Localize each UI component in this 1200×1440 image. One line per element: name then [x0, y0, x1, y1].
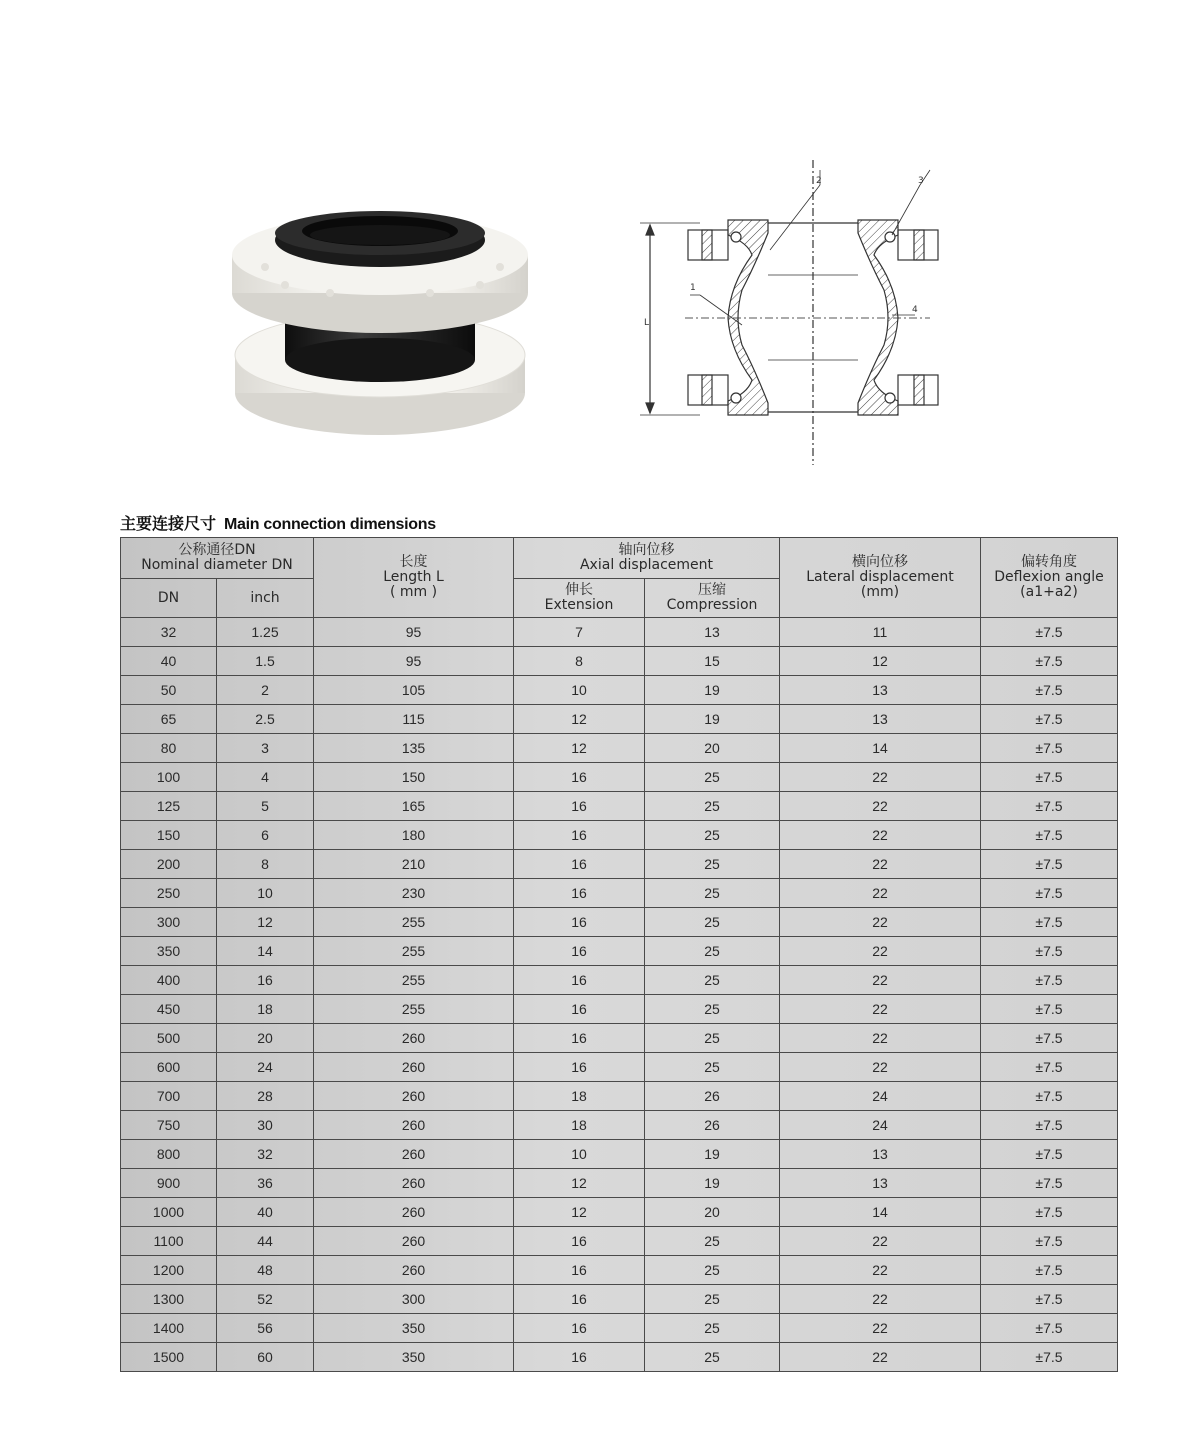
cell-deflexion: ±7.5: [981, 705, 1118, 734]
header-nominal-diameter: 公称通径DN Nominal diameter DN: [121, 538, 314, 579]
cell-lateral: 22: [780, 1053, 981, 1082]
cell-extension: 16: [514, 821, 645, 850]
cell-inch: 10: [217, 879, 314, 908]
cell-length: 255: [314, 908, 514, 937]
table-row: [121, 821, 1118, 850]
cell-inch: 2: [217, 676, 314, 705]
cell-length: 150: [314, 763, 514, 792]
cell-inch: 32: [217, 1140, 314, 1169]
cell-inch: 28: [217, 1082, 314, 1111]
cell-lateral: 12: [780, 647, 981, 676]
section-title-cn: 主要连接尺寸: [120, 514, 217, 533]
cell-compression: 25: [645, 1053, 780, 1082]
table-row: [121, 1111, 1118, 1140]
cell-extension: 16: [514, 792, 645, 821]
cell-deflexion: ±7.5: [981, 966, 1118, 995]
header-lateral-displacement: 横向位移 Lateral displacement (mm): [780, 538, 981, 618]
cell-length: 115: [314, 705, 514, 734]
cell-extension: 16: [514, 966, 645, 995]
cell-inch: 6: [217, 821, 314, 850]
cell-inch: 18: [217, 995, 314, 1024]
cell-dn: 80: [121, 734, 217, 763]
cell-compression: 25: [645, 937, 780, 966]
table-row: [121, 1343, 1118, 1372]
cell-compression: 25: [645, 821, 780, 850]
table-row: [121, 792, 1118, 821]
cell-compression: 25: [645, 1343, 780, 1372]
header-compression: 压缩 Compression: [645, 579, 780, 618]
cell-lateral: 13: [780, 1140, 981, 1169]
cell-compression: 20: [645, 734, 780, 763]
cross-section-drawing: [630, 155, 950, 470]
cell-dn: 100: [121, 763, 217, 792]
cell-extension: 16: [514, 995, 645, 1024]
cell-compression: 26: [645, 1082, 780, 1111]
cell-compression: 25: [645, 1256, 780, 1285]
table-row: [121, 966, 1118, 995]
table-row: [121, 937, 1118, 966]
cell-extension: 8: [514, 647, 645, 676]
table-row: [121, 705, 1118, 734]
table-row: [121, 647, 1118, 676]
cell-dn: 350: [121, 937, 217, 966]
cell-compression: 19: [645, 705, 780, 734]
cell-dn: 50: [121, 676, 217, 705]
cell-deflexion: ±7.5: [981, 1111, 1118, 1140]
cell-compression: 19: [645, 676, 780, 705]
rubber-joint-photo: [225, 205, 540, 440]
header-dn: DN: [121, 579, 217, 618]
cell-dn: 125: [121, 792, 217, 821]
cell-deflexion: ±7.5: [981, 879, 1118, 908]
header-inch: inch: [217, 579, 314, 618]
cell-length: 255: [314, 966, 514, 995]
cell-deflexion: ±7.5: [981, 763, 1118, 792]
cell-extension: 18: [514, 1111, 645, 1140]
part-label-1: 1: [690, 283, 696, 293]
cell-deflexion: ±7.5: [981, 1169, 1118, 1198]
cell-lateral: 22: [780, 763, 981, 792]
cell-inch: 52: [217, 1285, 314, 1314]
cell-deflexion: ±7.5: [981, 618, 1118, 647]
cell-deflexion: ±7.5: [981, 1343, 1118, 1372]
cell-deflexion: ±7.5: [981, 937, 1118, 966]
cell-dn: 65: [121, 705, 217, 734]
cell-deflexion: ±7.5: [981, 1053, 1118, 1082]
cell-lateral: 14: [780, 1198, 981, 1227]
cell-lateral: 13: [780, 705, 981, 734]
cell-deflexion: ±7.5: [981, 1256, 1118, 1285]
dimensions-table: [120, 537, 1118, 1372]
cell-inch: 24: [217, 1053, 314, 1082]
cell-compression: 25: [645, 1285, 780, 1314]
part-label-2: 2: [816, 176, 822, 186]
cell-lateral: 22: [780, 995, 981, 1024]
cell-length: 95: [314, 647, 514, 676]
cell-lateral: 22: [780, 850, 981, 879]
section-heading: [120, 511, 436, 537]
header-extension: 伸长 Extension: [514, 579, 645, 618]
cell-inch: 5: [217, 792, 314, 821]
cell-extension: 16: [514, 1227, 645, 1256]
cell-dn: 1400: [121, 1314, 217, 1343]
table-row: [121, 908, 1118, 937]
cell-length: 260: [314, 1140, 514, 1169]
table-row: [121, 618, 1118, 647]
cell-compression: 20: [645, 1198, 780, 1227]
table-body: [121, 618, 1118, 1372]
cell-deflexion: ±7.5: [981, 1227, 1118, 1256]
cell-inch: 36: [217, 1169, 314, 1198]
cell-deflexion: ±7.5: [981, 676, 1118, 705]
cell-deflexion: ±7.5: [981, 1082, 1118, 1111]
cell-dn: 1200: [121, 1256, 217, 1285]
cell-length: 350: [314, 1343, 514, 1372]
cell-dn: 450: [121, 995, 217, 1024]
cell-compression: 25: [645, 995, 780, 1024]
cell-dn: 900: [121, 1169, 217, 1198]
cell-length: 260: [314, 1169, 514, 1198]
table-row: [121, 995, 1118, 1024]
cell-extension: 10: [514, 676, 645, 705]
cell-lateral: 13: [780, 1169, 981, 1198]
header-length: 长度 Length L ( mm ): [314, 538, 514, 618]
cell-length: 255: [314, 995, 514, 1024]
cell-inch: 2.5: [217, 705, 314, 734]
cell-dn: 40: [121, 647, 217, 676]
cell-deflexion: ±7.5: [981, 647, 1118, 676]
cell-length: 95: [314, 618, 514, 647]
cell-length: 260: [314, 1227, 514, 1256]
cell-dn: 600: [121, 1053, 217, 1082]
cell-dn: 800: [121, 1140, 217, 1169]
cell-dn: 400: [121, 966, 217, 995]
cell-extension: 16: [514, 1314, 645, 1343]
cell-compression: 25: [645, 908, 780, 937]
cell-dn: 750: [121, 1111, 217, 1140]
cell-dn: 500: [121, 1024, 217, 1053]
cell-lateral: 22: [780, 1024, 981, 1053]
cell-dn: 1000: [121, 1198, 217, 1227]
cell-length: 260: [314, 1053, 514, 1082]
cell-deflexion: ±7.5: [981, 792, 1118, 821]
cell-compression: 25: [645, 792, 780, 821]
cell-length: 135: [314, 734, 514, 763]
cell-lateral: 24: [780, 1082, 981, 1111]
cell-inch: 1.5: [217, 647, 314, 676]
cell-inch: 4: [217, 763, 314, 792]
cell-deflexion: ±7.5: [981, 995, 1118, 1024]
cell-inch: 56: [217, 1314, 314, 1343]
cell-compression: 19: [645, 1140, 780, 1169]
cell-length: 300: [314, 1285, 514, 1314]
cell-lateral: 22: [780, 792, 981, 821]
cell-deflexion: ±7.5: [981, 734, 1118, 763]
cell-compression: 25: [645, 850, 780, 879]
cell-dn: 700: [121, 1082, 217, 1111]
table-row: [121, 850, 1118, 879]
cell-lateral: 22: [780, 908, 981, 937]
dimension-label-length: L: [644, 318, 650, 328]
cell-compression: 25: [645, 966, 780, 995]
table-row: [121, 1256, 1118, 1285]
cell-length: 260: [314, 1256, 514, 1285]
cell-lateral: 22: [780, 966, 981, 995]
cell-length: 210: [314, 850, 514, 879]
table-row: [121, 1198, 1118, 1227]
cell-extension: 7: [514, 618, 645, 647]
cell-extension: 12: [514, 734, 645, 763]
cell-lateral: 14: [780, 734, 981, 763]
cell-dn: 300: [121, 908, 217, 937]
cell-lateral: 11: [780, 618, 981, 647]
cell-lateral: 22: [780, 1227, 981, 1256]
table-row: [121, 1082, 1118, 1111]
cell-lateral: 24: [780, 1111, 981, 1140]
cell-lateral: 22: [780, 1314, 981, 1343]
cell-deflexion: ±7.5: [981, 1198, 1118, 1227]
cell-extension: 16: [514, 879, 645, 908]
cell-length: 255: [314, 937, 514, 966]
cell-lateral: 13: [780, 676, 981, 705]
cell-length: 105: [314, 676, 514, 705]
cell-inch: 16: [217, 966, 314, 995]
table-row: [121, 1169, 1118, 1198]
cell-dn: 150: [121, 821, 217, 850]
cell-extension: 16: [514, 1343, 645, 1372]
table-row: [121, 1227, 1118, 1256]
cell-compression: 26: [645, 1111, 780, 1140]
part-label-3: 3: [918, 176, 924, 186]
cell-inch: 3: [217, 734, 314, 763]
cell-compression: 15: [645, 647, 780, 676]
cell-length: 165: [314, 792, 514, 821]
cell-length: 350: [314, 1314, 514, 1343]
cell-lateral: 22: [780, 821, 981, 850]
cell-inch: 40: [217, 1198, 314, 1227]
table-row: [121, 763, 1118, 792]
cell-compression: 25: [645, 1024, 780, 1053]
header-deflexion-angle: 偏转角度 Deflexion angle (a1+a2): [981, 538, 1118, 618]
cell-length: 260: [314, 1024, 514, 1053]
cell-lateral: 22: [780, 1256, 981, 1285]
table-row: [121, 1053, 1118, 1082]
cell-length: 230: [314, 879, 514, 908]
cell-extension: 12: [514, 705, 645, 734]
cell-extension: 10: [514, 1140, 645, 1169]
table-row: [121, 879, 1118, 908]
cell-inch: 60: [217, 1343, 314, 1372]
cell-extension: 16: [514, 1256, 645, 1285]
cell-length: 180: [314, 821, 514, 850]
cell-compression: 25: [645, 1227, 780, 1256]
cell-extension: 18: [514, 1082, 645, 1111]
cell-compression: 25: [645, 1314, 780, 1343]
cell-lateral: 22: [780, 1343, 981, 1372]
cell-extension: 16: [514, 850, 645, 879]
cell-inch: 8: [217, 850, 314, 879]
cell-extension: 16: [514, 1024, 645, 1053]
cell-lateral: 22: [780, 879, 981, 908]
cell-deflexion: ±7.5: [981, 1140, 1118, 1169]
cell-deflexion: ±7.5: [981, 850, 1118, 879]
cell-dn: 250: [121, 879, 217, 908]
cell-deflexion: ±7.5: [981, 1285, 1118, 1314]
table-row: [121, 734, 1118, 763]
cell-inch: 44: [217, 1227, 314, 1256]
cell-deflexion: ±7.5: [981, 908, 1118, 937]
cell-extension: 16: [514, 763, 645, 792]
section-title-en: Main connection dimensions: [224, 516, 436, 533]
table-row: [121, 676, 1118, 705]
cell-length: 260: [314, 1082, 514, 1111]
cell-extension: 16: [514, 908, 645, 937]
cell-inch: 30: [217, 1111, 314, 1140]
cell-inch: 12: [217, 908, 314, 937]
cell-extension: 16: [514, 1053, 645, 1082]
cell-extension: 12: [514, 1198, 645, 1227]
part-label-4: 4: [912, 305, 918, 315]
cell-compression: 25: [645, 763, 780, 792]
cell-extension: 16: [514, 937, 645, 966]
cell-length: 260: [314, 1198, 514, 1227]
cell-compression: 25: [645, 879, 780, 908]
cell-deflexion: ±7.5: [981, 1314, 1118, 1343]
table-row: [121, 1024, 1118, 1053]
cell-dn: 1300: [121, 1285, 217, 1314]
cell-dn: 1500: [121, 1343, 217, 1372]
product-photo: [225, 205, 540, 440]
cell-lateral: 22: [780, 1285, 981, 1314]
cell-length: 260: [314, 1111, 514, 1140]
cell-extension: 12: [514, 1169, 645, 1198]
cell-extension: 16: [514, 1285, 645, 1314]
technical-drawing: [630, 155, 950, 470]
cell-inch: 48: [217, 1256, 314, 1285]
cell-compression: 19: [645, 1169, 780, 1198]
cell-deflexion: ±7.5: [981, 1024, 1118, 1053]
cell-deflexion: ±7.5: [981, 821, 1118, 850]
cell-dn: 32: [121, 618, 217, 647]
cell-inch: 20: [217, 1024, 314, 1053]
table-row: [121, 1140, 1118, 1169]
cell-dn: 1100: [121, 1227, 217, 1256]
table-row: [121, 1314, 1118, 1343]
cell-lateral: 22: [780, 937, 981, 966]
cell-dn: 200: [121, 850, 217, 879]
header-axial-displacement: 轴向位移 Axial displacement: [514, 538, 780, 579]
cell-inch: 1.25: [217, 618, 314, 647]
cell-inch: 14: [217, 937, 314, 966]
table-row: [121, 1285, 1118, 1314]
cell-compression: 13: [645, 618, 780, 647]
